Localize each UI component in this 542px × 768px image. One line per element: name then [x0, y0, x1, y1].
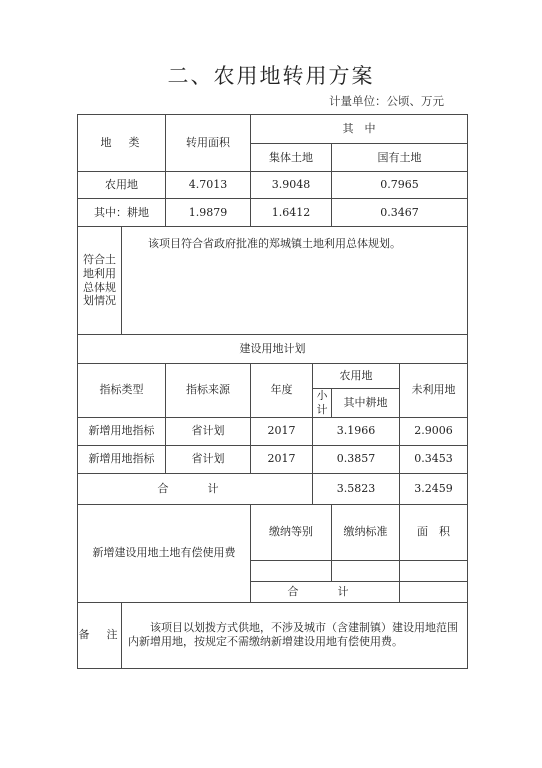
- fee-label: 新增建设用地土地有偿使用费: [78, 504, 251, 602]
- header-category: 地 类: [78, 115, 166, 172]
- planning-text: 该项目符合省政府批准的郑城镇土地利用总体规划。: [122, 227, 468, 335]
- table-row: [78, 445, 468, 473]
- row-source: 省计划: [166, 417, 251, 445]
- header-subtotal: 小计: [313, 389, 332, 418]
- header-area: 转用面积: [166, 115, 251, 172]
- planning-label: 符合土地利用总体规划情况: [78, 227, 122, 335]
- remarks-label: 备 注: [78, 602, 122, 668]
- header-cultivated: 其中耕地: [332, 389, 400, 418]
- row-type: 新增用地指标: [78, 445, 166, 473]
- row-area: 4.7013: [166, 172, 251, 199]
- header-fee-standard: 缴纳标准: [332, 504, 400, 560]
- row-label: 农用地: [78, 172, 166, 199]
- header-fee-area: 面 积: [400, 504, 468, 560]
- row-source: 省计划: [166, 445, 251, 473]
- row-state: 0.7965: [332, 172, 468, 199]
- header-indicator-source: 指标来源: [166, 364, 251, 418]
- construction-plan-title: 建设用地计划: [78, 335, 468, 364]
- header-collective: 集体土地: [251, 144, 332, 172]
- header-year: 年度: [251, 364, 313, 418]
- table-row: [78, 417, 468, 445]
- unit-note: 计量单位：公顷、万元: [329, 94, 444, 108]
- row-state: 0.3467: [332, 199, 468, 227]
- table-row: [78, 172, 468, 199]
- total-label: 合 计: [78, 473, 313, 504]
- remarks-text: 该项目以划拨方式供地，不涉及城市（含建制镇）建设用地范围内新增用地，按规定不需缴纳新增建设用地有偿使用费。: [122, 602, 468, 668]
- header-farmland: 农用地: [313, 364, 400, 389]
- fee-standard-cell: [332, 560, 400, 581]
- row-year: 2017: [251, 445, 313, 473]
- fee-total-area: [400, 581, 468, 602]
- total-subtotal: 3.5823: [313, 473, 400, 504]
- header-unused: 未利用地: [400, 364, 468, 418]
- fee-area-cell: [400, 560, 468, 581]
- row-subtotal: 0.3857: [313, 445, 400, 473]
- page-title: 二、农用地转用方案: [167, 64, 375, 88]
- row-label: 其中：耕地: [78, 199, 166, 227]
- row-area: 1.9879: [166, 199, 251, 227]
- header-among: 其 中: [251, 115, 468, 144]
- land-conversion-table: [77, 114, 468, 669]
- row-subtotal: 3.1966: [313, 417, 400, 445]
- row-year: 2017: [251, 417, 313, 445]
- header-state: 国有土地: [332, 144, 468, 172]
- fee-grade-cell: [251, 560, 332, 581]
- row-cultivated: 2.9006: [400, 417, 468, 445]
- row-collective: 1.6412: [251, 199, 332, 227]
- fee-total-label: 合 计: [251, 581, 400, 602]
- table-row: [78, 199, 468, 227]
- total-row: [78, 473, 468, 504]
- row-collective: 3.9048: [251, 172, 332, 199]
- row-type: 新增用地指标: [78, 417, 166, 445]
- total-cultivated: 3.2459: [400, 473, 468, 504]
- header-indicator-type: 指标类型: [78, 364, 166, 418]
- row-cultivated: 0.3453: [400, 445, 468, 473]
- header-fee-grade: 缴纳等别: [251, 504, 332, 560]
